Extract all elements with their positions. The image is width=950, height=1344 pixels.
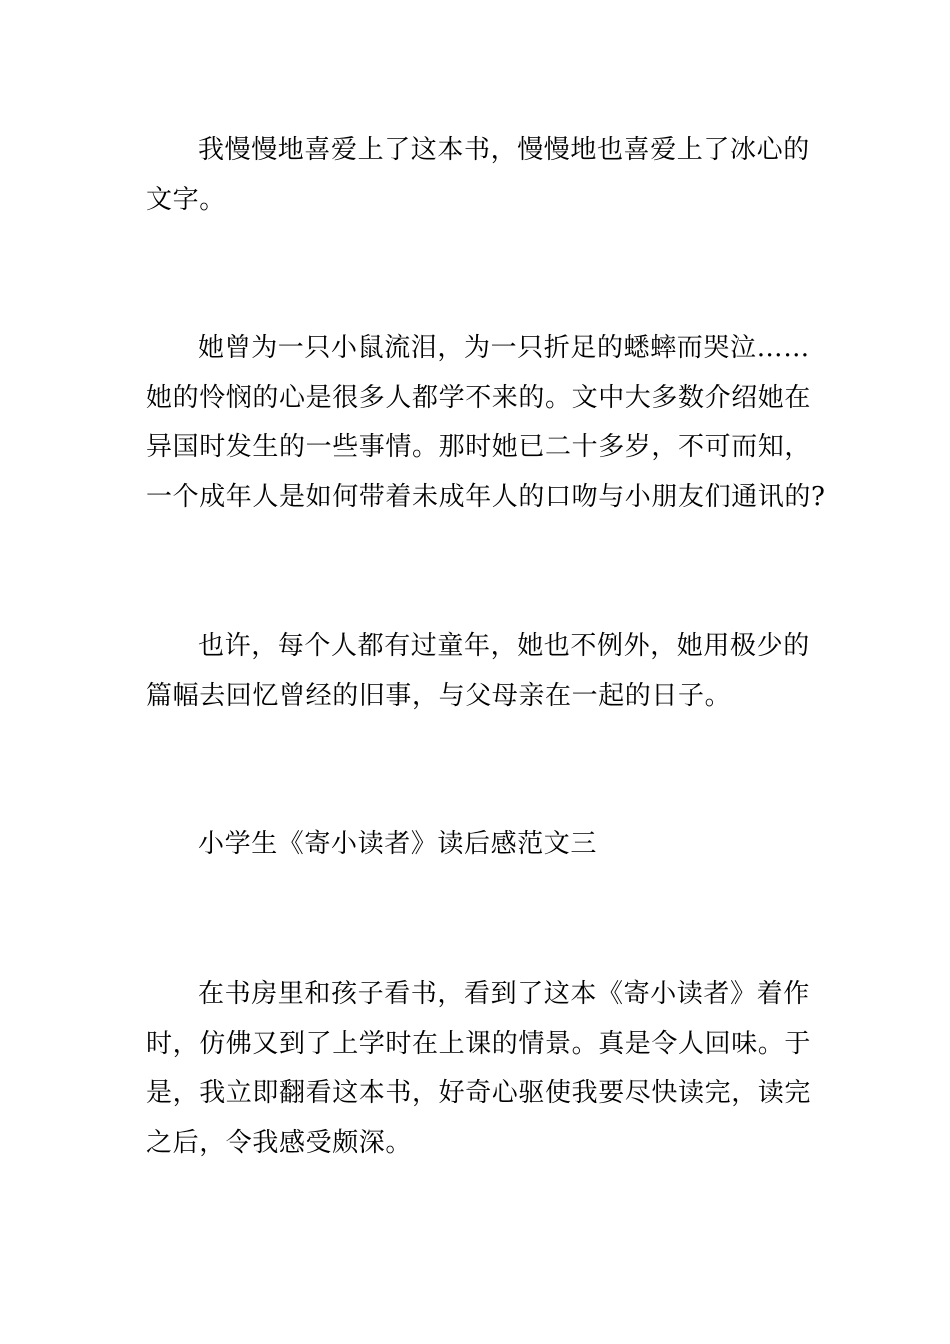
paragraph-line: 篇幅去回忆曾经的旧事，与父母亲在一起的日子。 — [146, 680, 732, 711]
section-heading — [146, 820, 810, 870]
paragraph-1 — [146, 126, 810, 225]
paragraph-line: 我慢慢地喜爱上了这本书，慢慢地也喜爱上了冰心的 — [198, 135, 810, 165]
paragraph-line: 时，仿佛又到了上学时在上课的情景。真是令人回味。于 — [146, 1028, 812, 1059]
paragraph-line: 在书房里和孩子看书，看到了这本《寄小读者》着作 — [198, 979, 810, 1009]
paragraph-line: 一个成年人是如何带着未成年人的口吻与小朋友们通讯的? — [146, 481, 826, 512]
paragraph-line: 她的怜悯的心是很多人都学不来的。文中大多数介绍她在 — [146, 382, 812, 413]
paragraph-line: 也许，每个人都有过童年，她也不例外，她用极少的 — [198, 631, 810, 661]
paragraph-line: 是，我立即翻看这本书，好奇心驱使我要尽快读完，读完 — [146, 1078, 812, 1108]
paragraph-line: 异国时发生的一些事情。那时她已二十多岁，不可而知， — [146, 432, 812, 462]
paragraph-3 — [146, 622, 810, 721]
paragraph-line: 文字。 — [146, 184, 226, 215]
paragraph-5 — [146, 970, 810, 1168]
section-heading-text: 小学生《寄小读者》读后感范文三 — [198, 829, 598, 859]
paragraph-line: 她曾为一只小鼠流泪，为一只折足的蟋蟀而哭泣…… — [198, 333, 810, 363]
paragraph-line: 之后，令我感受颇深。 — [146, 1127, 413, 1158]
paragraph-2 — [146, 324, 826, 522]
